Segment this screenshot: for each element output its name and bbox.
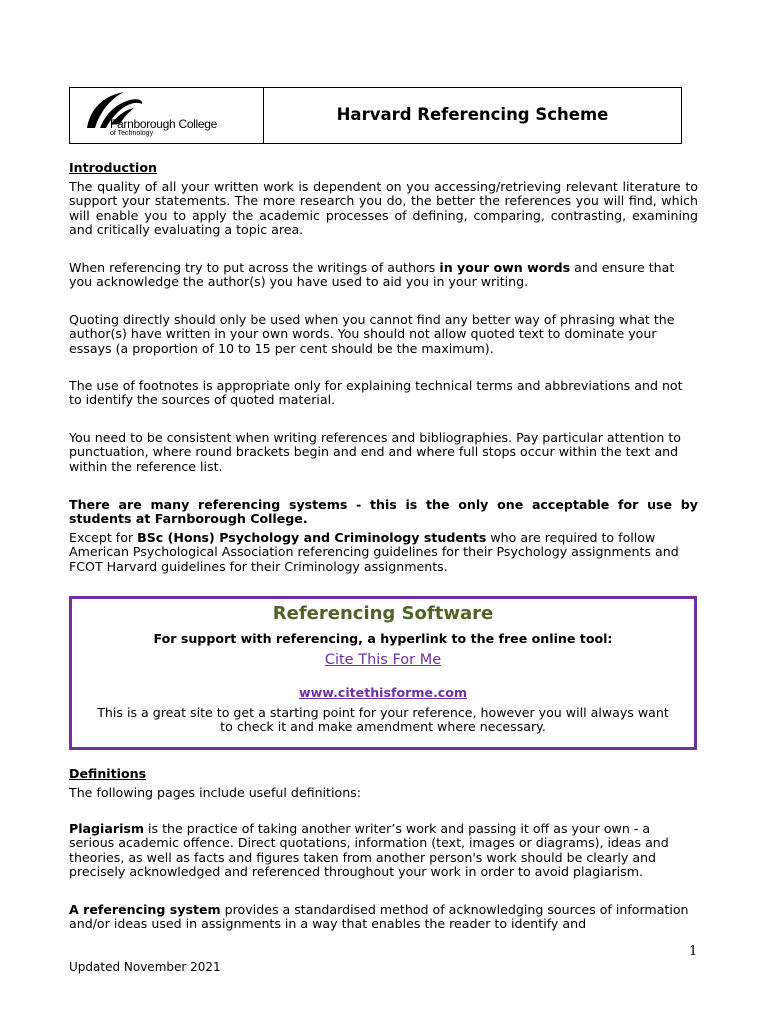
plagiarism-term: Plagiarism	[69, 821, 145, 836]
plagiarism-definition	[69, 822, 698, 880]
referencing-system-definition	[69, 903, 698, 932]
citethisforme-url-link[interactable]: www.citethisforme.com	[298, 685, 468, 701]
page-number: 1	[689, 944, 698, 959]
intro-paragraph-5: You need to be consistent when writing references and bibliographies. Pay particular attention to punctuation, where round brackets begin and end and where full stops occur within the text and within the reference list.	[69, 430, 682, 474]
introduction-heading: Introduction	[69, 160, 157, 175]
software-title: Referencing Software	[272, 603, 494, 624]
document-title: Harvard Referencing Scheme	[336, 105, 609, 125]
software-note: This is a great site to get a starting point for your reference, however you will always want to check it and make amendment where necessary.	[97, 704, 669, 735]
p2-text-a: When referencing try to put across the writings of authors	[69, 260, 440, 275]
intro-paragraph-6: There are many referencing systems - this is the only one acceptable for use by students at Farnborough College.	[69, 497, 698, 527]
intro-paragraph-2	[69, 261, 698, 290]
p7-text-b: who are required to follow American Psychological Association referencing guidelines for their Psychology assignments and FCOT Harvard guidelines for their Criminology assignments.	[69, 530, 679, 574]
referencing-system-term: A referencing system	[69, 902, 221, 917]
college-logo	[70, 88, 264, 143]
software-support-text: For support with referencing, a hyperlink to the free online tool:	[153, 631, 613, 646]
referencing-software-box	[69, 596, 697, 750]
intro-paragraph-1: The quality of all your written work is dependent on you accessing/retrieving relevant literature to support your statements. The more research you do, the better the references you will find, which will enable you to apply the academic processes of defining, comparing, contrasting, examining and critically evaluating a topic area.	[69, 179, 698, 238]
cite-this-for-me-link[interactable]: Cite This For Me	[324, 652, 442, 669]
definitions-intro: The following pages include useful definitions:	[69, 785, 361, 800]
p2-bold: in your own words	[439, 260, 571, 275]
intro-paragraph-3: Quoting directly should only be used when you cannot find any better way of phrasing what the author(s) have written in your own words. You should not allow quoted text to dominate your essays (a proportion of 10 to 15 per cent should be the maximum).	[69, 312, 675, 356]
header-box	[69, 87, 682, 144]
logo-name: Farnborough College	[110, 117, 218, 131]
updated-date: Updated November 2021	[69, 960, 221, 974]
logo-subtitle: of Technology	[110, 130, 154, 137]
intro-paragraph-7	[69, 531, 698, 574]
plagiarism-text: is the practice of taking another writer’s work and passing it off as your own - a serious academic offence. Direct quotations, information (text, images or diagrams), ideas and theories, as well as facts and figures taken from another person's work should be clearly and precisely acknowledged and referenced throughout your work in order to avoid plagiarism.	[69, 821, 669, 880]
p7-bold: BSc (Hons) Psychology and Criminology students	[137, 530, 487, 545]
p2-text-b: and ensure that you acknowledge the author(s) you have used to aid you in your writing.	[69, 260, 675, 290]
referencing-system-text: provides a standardised method of acknowledging sources of information and/or ideas used in assignments in a way that enables the reader to identify and	[69, 902, 689, 932]
definitions-heading: Definitions	[69, 766, 147, 781]
intro-paragraph-4: The use of footnotes is appropriate only for explaining technical terms and abbreviations and not to identify the sources of quoted material.	[69, 378, 683, 408]
p7-text-a: Except for	[69, 530, 138, 545]
